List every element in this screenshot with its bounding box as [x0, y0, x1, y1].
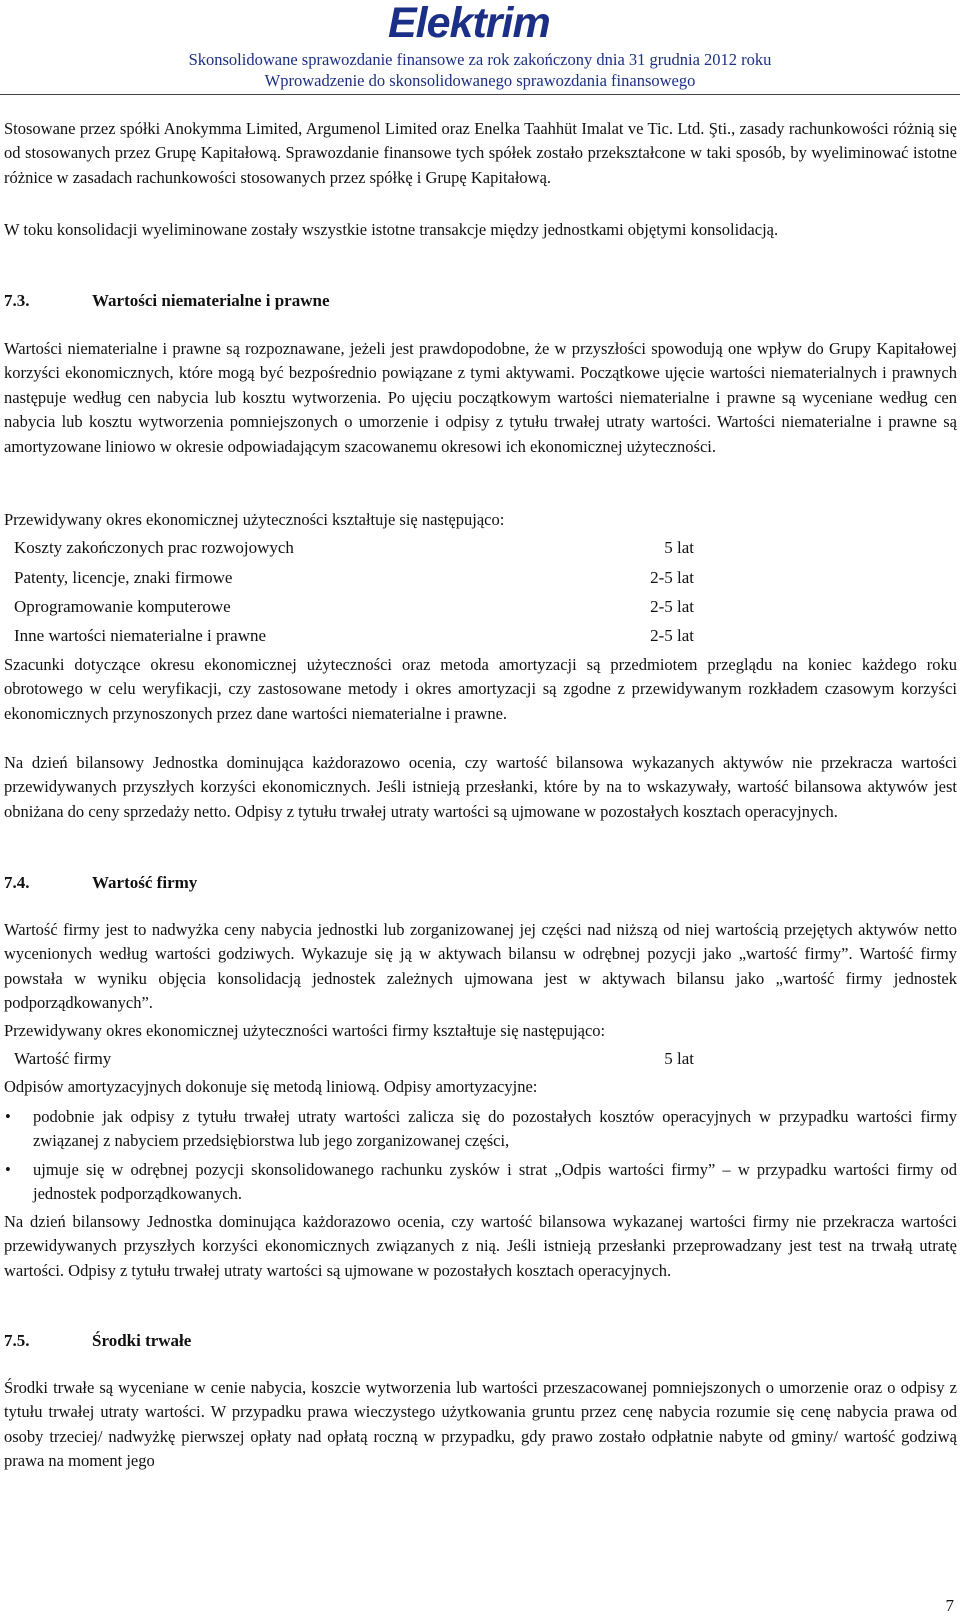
bullet-text: ujmuje się w odrębnej pozycji skonsolidowanego rachunku zysków i strat „Odpis wartości firmy” – w przypadku wartości firmy od jednostek podporządkowanych.: [33, 1160, 957, 1204]
s73-paragraph-3: Na dzień bilansowy Jednostka dominująca każdorazowo ocenia, czy wartość bilansowa wykazanych aktywów nie przekracza wartości przewidywanych przyszłych korzyści ekonomicznych. Jeśli istnieją przesłanki, które by na to wskazywały, wartość bilansowa aktywów jest obniżana do ceny sprzedaży netto. Odpisy z tytułu trwałej utraty wartości są ujmowane w pozostałych kosztach operacyjnych.: [4, 753, 957, 821]
s74-paragraph-3: Na dzień bilansowy Jednostka dominująca każdorazowo ocenia, czy wartość bilansowa wykazanej wartości firmy nie przekracza wartości przewidywanych przyszłych korzyści ekonomicznych związanych z nią. Jeśli istnieją przesłanki przeprowadzany jest test na trwałą utratę wartości. Odpisy z tytułu trwałej utraty wartości są ujmowane w pozostałych kosztach operacyjnych.: [4, 1212, 957, 1280]
asset-label: Inne wartości niematerialne i prawne: [14, 626, 267, 645]
section-title: Wartości niematerialne i prawne: [92, 291, 330, 310]
bullet-icon: •: [5, 1160, 11, 1179]
page-header: [0, 0, 960, 96]
useful-life-row: [14, 595, 694, 619]
section-number: 7.5.: [4, 1331, 30, 1350]
section-number: 7.3.: [4, 291, 30, 310]
header-report-title: Skonsolidowane sprawozdanie finansowe za rok zakończony dnia 31 grudnia 2012 roku: [188, 50, 772, 69]
asset-label: Koszty zakończonych prac rozwojowych: [14, 538, 294, 557]
goodwill-life-row: [14, 1047, 694, 1071]
s74-paragraph-1: Wartość firmy jest to nadwyżka ceny nabycia jednostki lub zorganizowanej jej części nad niższą od niej wartością przejętych aktywów netto wycenionych według wartości godziwych. Wykazuje się ją w aktywach bilansu w odrębnej pozycji jako „wartość firmy”. Wartość firmy powstała w wyniku objęcia konsolidacją jednostek zależnych ujmowana jest w aktywach bilansu jako „wartość firmy jednostek podporządkowanych”.: [4, 920, 957, 1013]
asset-label: Wartość firmy: [14, 1049, 112, 1068]
header-divider: [0, 94, 960, 95]
intro-paragraph-1: Stosowane przez spółki Anokymma Limited, Argumenol Limited oraz Enelka Taahhüt Imalat ve Tic. Ltd. Şti., zasady rachunkowości różnią się od stosowanych przez Grupę Kapitałową. Sprawozdanie finansowe tych spółek zostało przekształcone w taki sposób, by wyeliminować istotne różnice w zasadach rachunkowości stosowanych przez spółkę i Grupę Kapitałową.: [4, 119, 957, 187]
life-value: 2-5 lat: [650, 568, 694, 587]
life-value: 5 lat: [664, 1049, 694, 1068]
section-heading-7-4: [4, 871, 197, 895]
section-heading-7-3: [4, 289, 330, 313]
life-value: 2-5 lat: [650, 626, 694, 645]
s74-paragraph-2: Odpisów amortyzacyjnych dokonuje się metodą liniową. Odpisy amortyzacyjne:: [4, 1077, 538, 1096]
bullet-item: [0, 1158, 957, 1208]
useful-life-row: [14, 536, 694, 560]
bullet-text: podobnie jak odpisy z tytułu trwałej utraty wartości zalicza się do pozostałych kosztów operacyjnych w przypadku wartości firmy związanej z nabyciem przedsiębiorstwa lub jego zorganizowanej części,: [33, 1107, 957, 1151]
section-heading-7-5: [4, 1329, 191, 1353]
useful-life-row: [14, 566, 694, 590]
s73-lead: Przewidywany okres ekonomicznej użyteczności kształtuje się następująco:: [4, 510, 505, 529]
page-number: 7: [945, 1596, 954, 1615]
bullet-icon: •: [5, 1107, 11, 1126]
section-title: Środki trwałe: [92, 1331, 192, 1350]
intro-paragraph-2: W toku konsolidacji wyeliminowane zostały wszystkie istotne transakcje między jednostkami objętymi konsolidacją.: [4, 220, 779, 239]
s73-paragraph-2: Szacunki dotyczące okresu ekonomicznej użyteczności oraz metoda amortyzacji są przedmiotem przeglądu na koniec każdego roku obrotowego w celu weryfikacji, czy zastosowane metody i okres amortyzacji są zgodne z przewidywanym rozkładem czasowym korzyści ekonomicznych przynoszonych przez dane wartości niematerialne i prawne.: [4, 655, 957, 723]
life-value: 2-5 lat: [650, 597, 694, 616]
bullet-item: [0, 1105, 957, 1155]
useful-life-row: [14, 624, 694, 648]
asset-label: Oprogramowanie komputerowe: [14, 597, 231, 616]
section-number: 7.4.: [4, 873, 30, 892]
asset-label: Patenty, licencje, znaki firmowe: [14, 568, 233, 587]
company-logo: Elektrim: [388, 0, 550, 47]
s73-paragraph-1: Wartości niematerialne i prawne są rozpoznawane, jeżeli jest prawdopodobne, że w przyszłości spowodują one wpływ do Grupy Kapitałowej korzyści ekonomicznych, które mogą być bezpośrednio powiązane z tymi aktywami. Początkowe ujęcie wartości niematerialnych i prawnych następuje według cen nabycia lub kosztu wytworzenia. Po ujęciu początkowym wartości niematerialne i prawne są wyceniane według cen nabycia lub kosztu wytworzenia pomniejszonych o umorzenie i odpisy z tytułu trwałej utraty wartości. Wartości niematerialne i prawne są amortyzowane liniowo w okresie odpowiadającym szacowanemu okresowi ich ekonomicznej użyteczności.: [4, 339, 957, 456]
s74-lead: Przewidywany okres ekonomicznej użyteczności wartości firmy kształtuje się następująco:: [4, 1021, 606, 1040]
section-title: Wartość firmy: [92, 873, 198, 892]
life-value: 5 lat: [664, 538, 694, 557]
header-section-title: Wprowadzenie do skonsolidowanego sprawozdania finansowego: [264, 71, 696, 90]
s75-paragraph-1: Środki trwałe są wyceniane w cenie nabycia, koszcie wytworzenia lub wartości przeszacowanej pomniejszonych o umorzenie oraz o odpisy z tytułu trwałej utraty wartości. W przypadku prawa wieczystego użytkowania gruntu przez cenę nabycia rozumie się cenę nabycia prawa od osoby trzeciej/ nadwyżkę pierwszej opłaty nad opłatą roczną w przypadku, gdy prawo zostało odpłatnie nabyte od gminy/ wartość godziwą prawa na moment jego: [4, 1378, 957, 1471]
